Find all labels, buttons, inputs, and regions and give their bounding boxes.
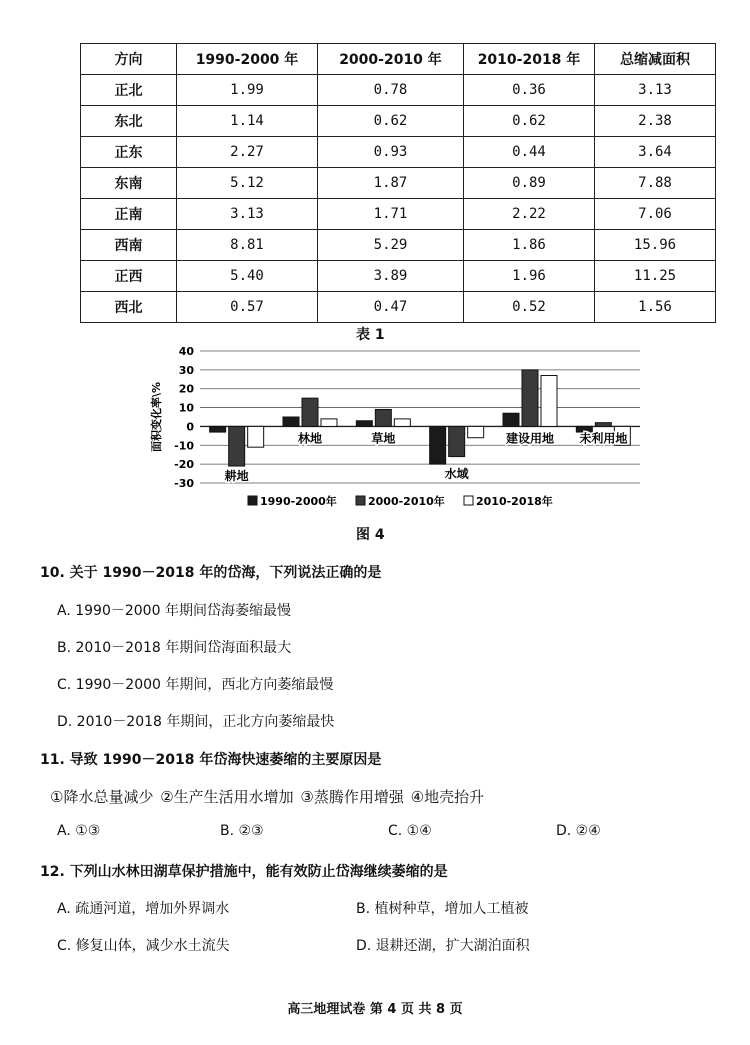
table-cell-value: 1.87 xyxy=(318,168,464,199)
legend-swatch-0 xyxy=(248,496,257,505)
table-cell-value: 1.56 xyxy=(595,292,716,323)
table-cell-value: 1.86 xyxy=(464,230,595,261)
table-cell-direction: 正南 xyxy=(81,199,177,230)
bar-3-0 xyxy=(430,426,446,464)
question-12-option-d[interactable]: D. 退耕还湖，扩大湖泊面积 xyxy=(356,938,530,954)
table-cell-value: 0.36 xyxy=(464,75,595,106)
question-11-option-b[interactable]: B. ②③ xyxy=(220,823,264,839)
bar-0-0 xyxy=(210,426,226,432)
table-cell-value: 7.88 xyxy=(595,168,716,199)
table-cell-value: 0.62 xyxy=(318,106,464,137)
question-10-option-d[interactable]: D. 2010－2018 年期间，正北方向萎缩最快 xyxy=(57,714,335,730)
figure-4-bar-chart xyxy=(140,343,645,508)
table-cell-value: 8.81 xyxy=(177,230,318,261)
question-11-option-c[interactable]: C. ①④ xyxy=(388,823,432,839)
table-cell-value: 7.06 xyxy=(595,199,716,230)
table-cell-value: 5.40 xyxy=(177,261,318,292)
y-tick-label: 30 xyxy=(178,363,194,377)
bar-0-2 xyxy=(248,426,264,447)
table-cell-direction: 正西 xyxy=(81,261,177,292)
category-label: 耕地 xyxy=(224,469,249,484)
table-cell-value: 0.62 xyxy=(464,106,595,137)
table-row xyxy=(81,106,716,137)
category-label: 草地 xyxy=(371,431,396,446)
table-cell-value: 15.96 xyxy=(595,230,716,261)
legend-label-1: 2000-2010年 xyxy=(368,495,445,508)
category-label: 建设用地 xyxy=(505,431,555,446)
table-cell-value: 2.22 xyxy=(464,199,595,230)
page-footer: 高三地理试卷 第 4 页 共 8 页 xyxy=(287,1002,463,1017)
table-cell-value: 2.38 xyxy=(595,106,716,137)
question-11-stem: 11. 导致 1990－2018 年岱海快速萎缩的主要原因是 xyxy=(40,752,382,768)
question-12-option-b[interactable]: B. 植树种草，增加人工植被 xyxy=(356,901,529,917)
table-cell-value: 1.14 xyxy=(177,106,318,137)
table-cell-value: 5.29 xyxy=(318,230,464,261)
question-11-option-a[interactable]: A. ①③ xyxy=(57,823,101,839)
question-11-statements: ①降水总量减少 ②生产生活用水增加 ③蒸腾作用增强 ④地壳抬升 xyxy=(50,788,485,806)
y-tick-label: 20 xyxy=(178,382,194,396)
y-tick-label: -30 xyxy=(174,477,194,490)
y-tick-label: -20 xyxy=(174,458,194,472)
table-cell-direction: 西北 xyxy=(81,292,177,323)
legend-label-2: 2010-2018年 xyxy=(476,495,553,508)
table-cell-value: 5.12 xyxy=(177,168,318,199)
table-cell-value: 0.47 xyxy=(318,292,464,323)
table-cell-value: 3.89 xyxy=(318,261,464,292)
y-tick-label: 10 xyxy=(178,401,194,415)
bar-2-1 xyxy=(375,409,391,426)
col-header-1990-2000: 1990-2000 年 xyxy=(177,44,318,75)
legend-label-0: 1990-2000年 xyxy=(260,495,337,508)
y-axis-label: 面积变化率\% xyxy=(150,381,163,453)
table-cell-direction: 西南 xyxy=(81,230,177,261)
table-cell-value: 11.25 xyxy=(595,261,716,292)
col-header-2000-2010: 2000-2010 年 xyxy=(318,44,464,75)
figure-caption: 图 4 xyxy=(356,527,385,543)
col-header-total: 总缩减面积 xyxy=(595,44,716,75)
table-caption: 表 1 xyxy=(356,327,385,343)
col-header-direction: 方向 xyxy=(81,44,177,75)
legend-swatch-1 xyxy=(356,496,365,505)
table-cell-direction: 正东 xyxy=(81,137,177,168)
table-cell-value: 3.13 xyxy=(177,199,318,230)
bar-1-0 xyxy=(283,417,299,426)
question-12-option-a[interactable]: A. 疏通河道，增加外界调水 xyxy=(57,901,230,917)
bar-1-1 xyxy=(302,398,318,426)
question-10-option-c[interactable]: C. 1990－2000 年期间，西北方向萎缩最慢 xyxy=(57,677,334,693)
category-label: 水域 xyxy=(444,467,469,482)
table-row xyxy=(81,75,716,106)
bar-1-2 xyxy=(321,419,337,427)
table-cell-value: 0.89 xyxy=(464,168,595,199)
table-row xyxy=(81,261,716,292)
question-11-option-d[interactable]: D. ②④ xyxy=(556,823,601,839)
table-cell-value: 3.13 xyxy=(595,75,716,106)
category-label: 未利用地 xyxy=(579,431,628,446)
bar-4-2 xyxy=(541,376,557,427)
question-10-option-b[interactable]: B. 2010－2018 年期间岱海面积最大 xyxy=(57,640,292,656)
y-tick-label: 0 xyxy=(186,420,194,434)
bar-2-2 xyxy=(394,419,410,427)
category-label: 林地 xyxy=(297,431,323,446)
table-row xyxy=(81,292,716,323)
table-cell-direction: 东南 xyxy=(81,168,177,199)
table-cell-value: 0.44 xyxy=(464,137,595,168)
bar-0-1 xyxy=(229,426,245,466)
question-12-option-c[interactable]: C. 修复山体，减少水土流失 xyxy=(57,938,230,954)
bar-3-1 xyxy=(449,426,465,456)
table-row xyxy=(81,168,716,199)
table-cell-value: 1.99 xyxy=(177,75,318,106)
table-cell-value: 0.57 xyxy=(177,292,318,323)
bar-4-1 xyxy=(522,370,538,427)
table-cell-value: 0.52 xyxy=(464,292,595,323)
table-cell-value: 0.93 xyxy=(318,137,464,168)
bar-2-0 xyxy=(356,421,372,427)
y-tick-label: -10 xyxy=(174,439,194,453)
table-cell-value: 1.71 xyxy=(318,199,464,230)
table-1 xyxy=(80,43,716,323)
col-header-2010-2018: 2010-2018 年 xyxy=(464,44,595,75)
question-10-option-a[interactable]: A. 1990－2000 年期间岱海萎缩最慢 xyxy=(57,603,291,619)
bar-4-0 xyxy=(503,413,519,426)
table-cell-value: 1.96 xyxy=(464,261,595,292)
table-row xyxy=(81,230,716,261)
table-header-row xyxy=(81,44,716,75)
table-cell-direction: 正北 xyxy=(81,75,177,106)
question-12-stem: 12. 下列山水林田湖草保护措施中，能有效防止岱海继续萎缩的是 xyxy=(40,864,448,880)
bar-3-2 xyxy=(468,426,484,437)
table-cell-value: 2.27 xyxy=(177,137,318,168)
table-cell-value: 0.78 xyxy=(318,75,464,106)
table-row xyxy=(81,137,716,168)
table-cell-value: 3.64 xyxy=(595,137,716,168)
bar-5-1 xyxy=(595,423,611,427)
question-10-stem: 10. 关于 1990－2018 年的岱海，下列说法正确的是 xyxy=(40,565,382,581)
legend-swatch-2 xyxy=(464,496,473,505)
table-row xyxy=(81,199,716,230)
table-cell-direction: 东北 xyxy=(81,106,177,137)
y-tick-label: 40 xyxy=(178,345,194,358)
